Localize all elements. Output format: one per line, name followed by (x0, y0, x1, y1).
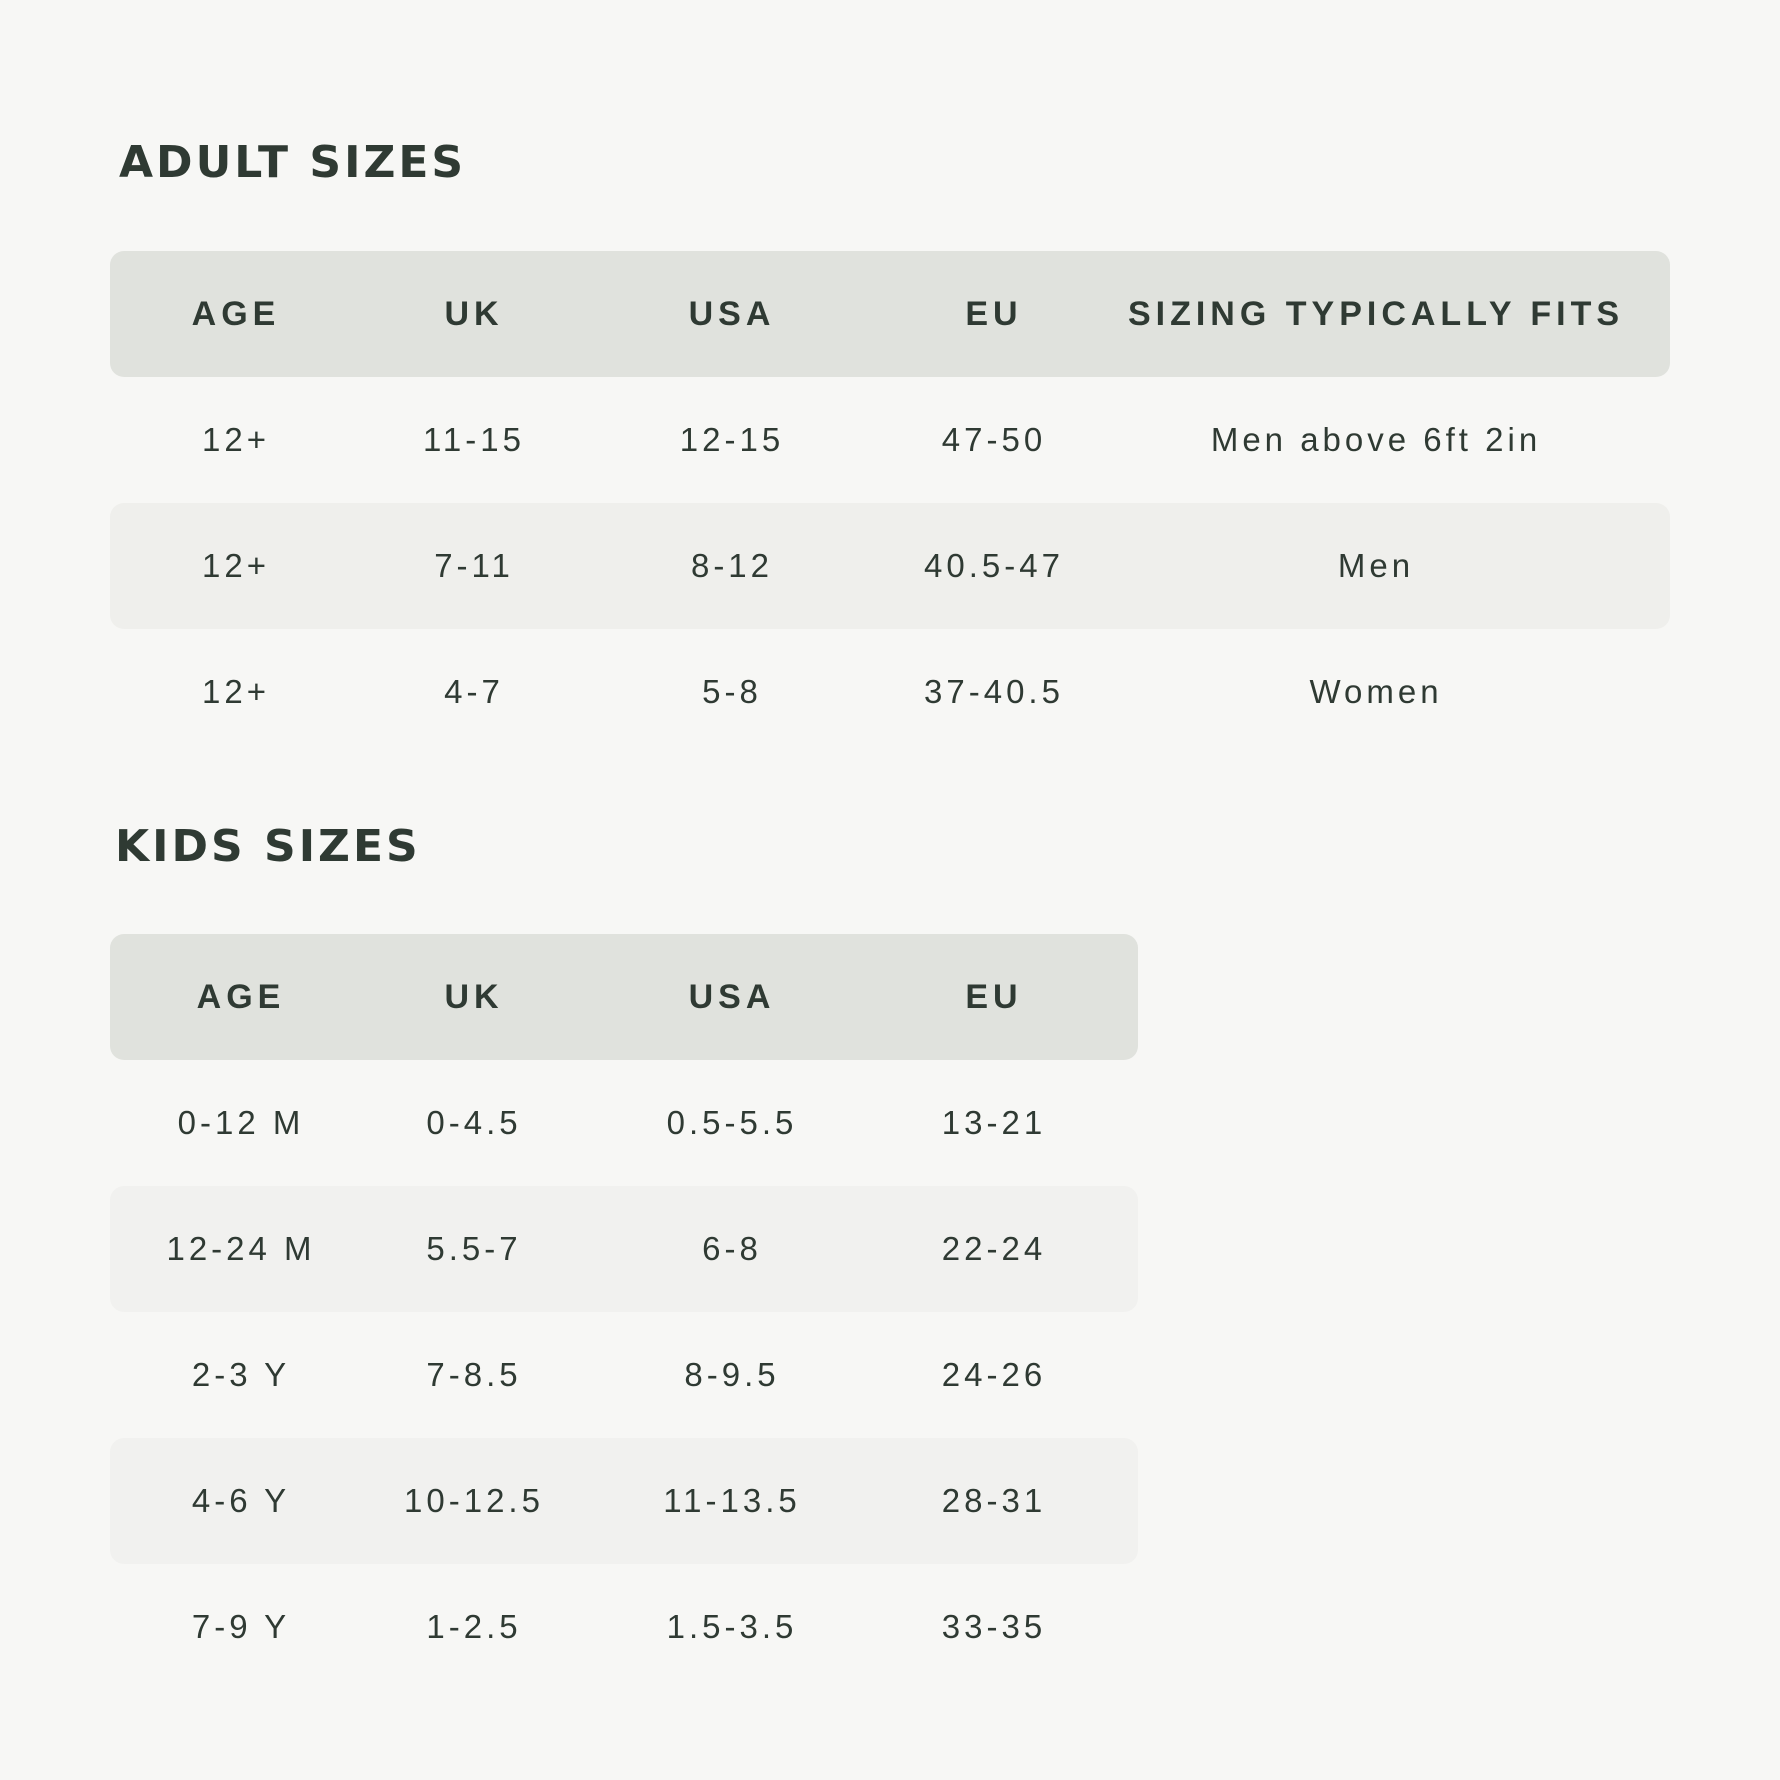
table-row (110, 1060, 1138, 1186)
cell-age: 4-6 Y (191, 1482, 291, 1519)
cell-usa: 11-13.5 (663, 1482, 801, 1519)
table-row (110, 629, 1670, 755)
cell-uk: 7-11 (434, 547, 514, 584)
kids-sizes-title: KIDS SIZES (115, 821, 421, 872)
cell-usa: 5-8 (702, 673, 762, 710)
cell-eu: 28-31 (941, 1482, 1047, 1519)
cell-age: 12+ (202, 547, 270, 584)
cell-eu: 40.5-47 (924, 547, 1064, 584)
cell-uk: 11-15 (423, 421, 525, 458)
table-row (110, 1564, 1138, 1690)
cell-usa: 12-15 (679, 421, 785, 458)
cell-usa: 6-8 (702, 1230, 762, 1267)
header-eu: EU (965, 978, 1023, 1016)
cell-age: 12-24 M (166, 1230, 316, 1267)
cell-eu: 22-24 (941, 1230, 1047, 1267)
cell-sizing-fits: Men above 6ft 2in (1210, 421, 1542, 458)
header-uk: UK (444, 295, 504, 333)
adult-size-table (110, 251, 1670, 755)
header-usa: USA (688, 978, 776, 1016)
cell-uk: 5.5-7 (426, 1230, 522, 1267)
adult-table-header (110, 251, 1670, 377)
cell-uk: 10-12.5 (404, 1482, 544, 1519)
cell-sizing-fits: Women (1309, 673, 1443, 710)
cell-eu: 13-21 (941, 1104, 1047, 1141)
cell-age: 0-12 M (177, 1104, 305, 1141)
header-eu: EU (965, 295, 1023, 333)
table-row (110, 1186, 1138, 1312)
cell-usa: 0.5-5.5 (666, 1104, 798, 1141)
cell-eu: 47-50 (941, 421, 1047, 458)
kids-size-table (110, 934, 1138, 1690)
cell-uk: 1-2.5 (426, 1608, 522, 1645)
cell-eu: 33-35 (941, 1608, 1047, 1645)
kids-table-header (110, 934, 1138, 1060)
table-row (110, 377, 1670, 503)
header-sizing-fits: SIZING TYPICALLY FITS (1127, 295, 1625, 333)
adult-sizes-title: ADULT SIZES (119, 137, 467, 188)
cell-age: 12+ (202, 673, 270, 710)
cell-uk: 7-8.5 (426, 1356, 522, 1393)
cell-age: 7-9 Y (191, 1608, 291, 1645)
table-row (110, 1438, 1138, 1564)
cell-uk: 4-7 (444, 673, 504, 710)
cell-eu: 37-40.5 (924, 673, 1064, 710)
header-uk: UK (444, 978, 504, 1016)
table-row (110, 1312, 1138, 1438)
header-usa: USA (688, 295, 776, 333)
cell-usa: 8-12 (690, 547, 774, 584)
cell-usa: 8-9.5 (684, 1356, 780, 1393)
table-row (110, 503, 1670, 629)
cell-uk: 0-4.5 (426, 1104, 522, 1141)
cell-age: 12+ (202, 421, 270, 458)
header-age: AGE (191, 295, 281, 333)
header-age: AGE (196, 978, 286, 1016)
cell-age: 2-3 Y (191, 1356, 291, 1393)
cell-usa: 1.5-3.5 (666, 1608, 798, 1645)
cell-sizing-fits: Men (1337, 547, 1415, 584)
cell-eu: 24-26 (941, 1356, 1047, 1393)
